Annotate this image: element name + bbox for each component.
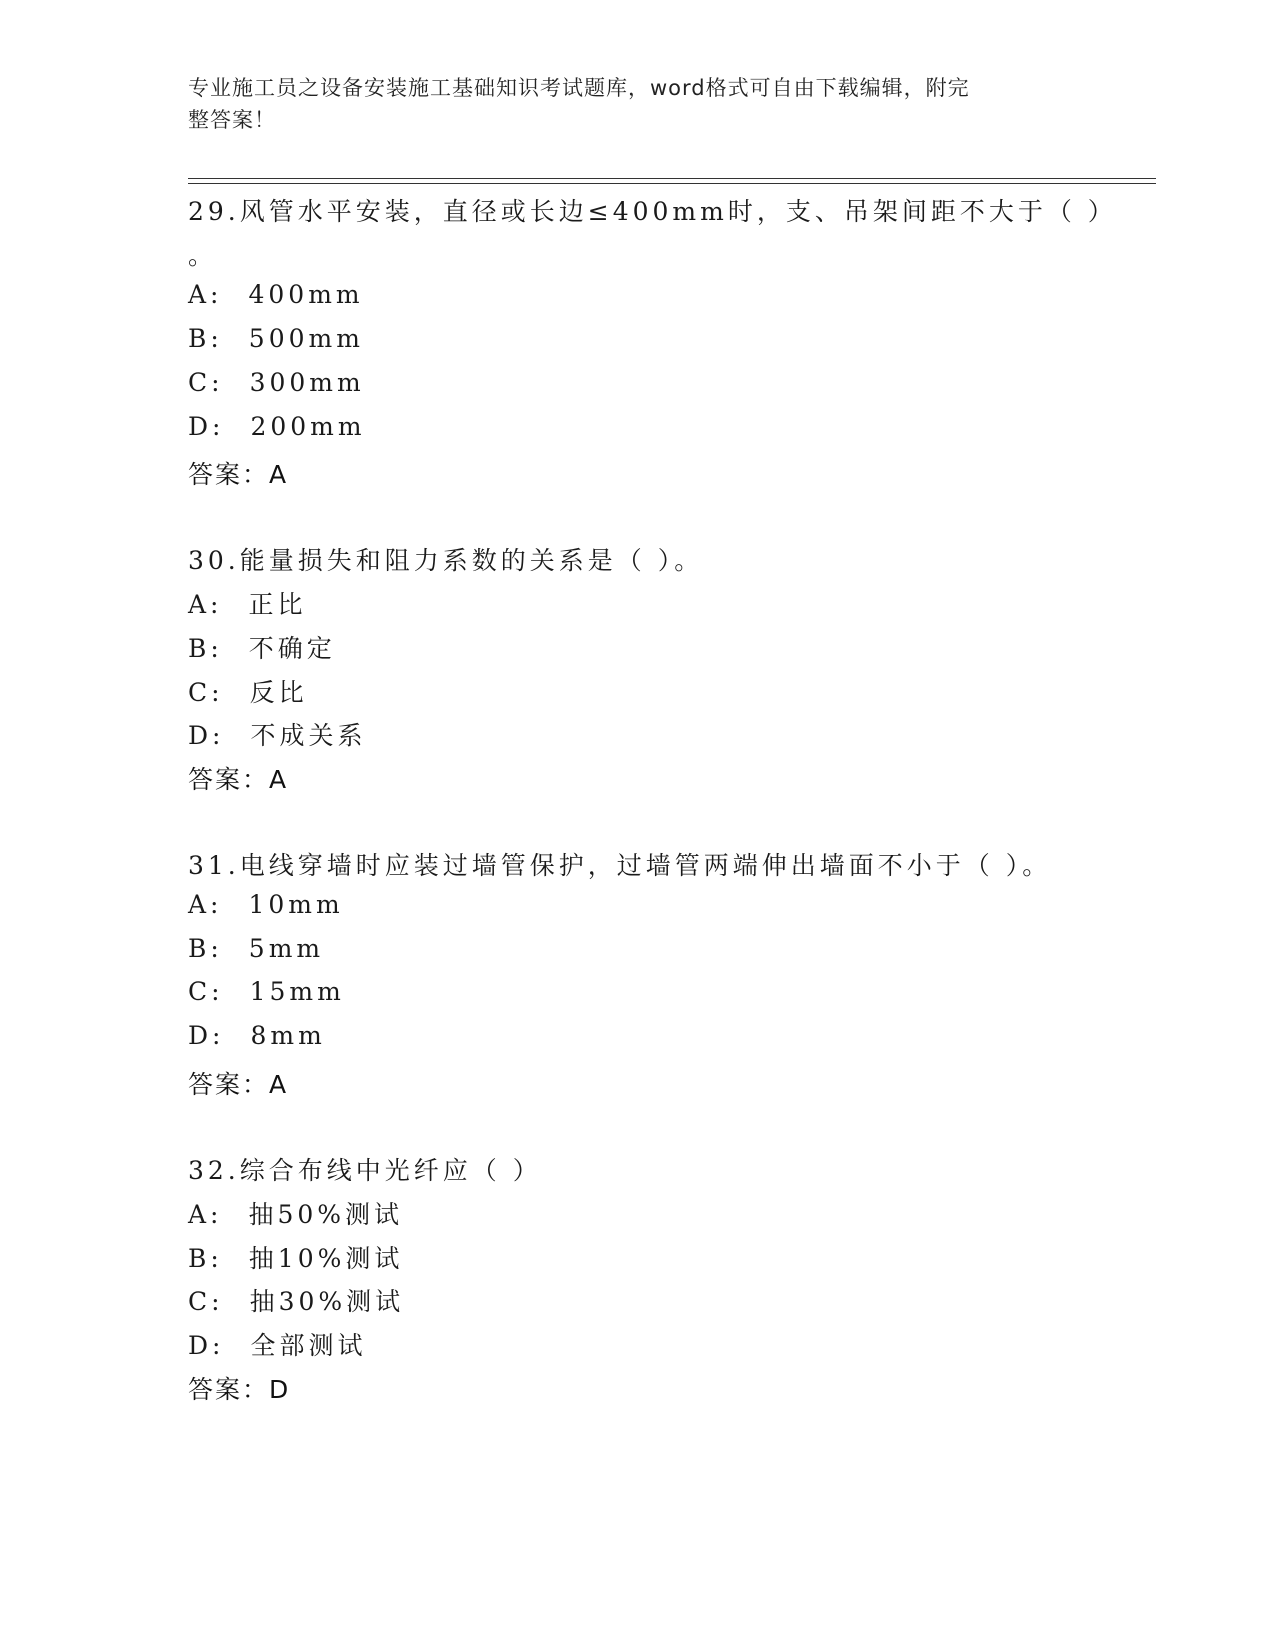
option-letter: A: bbox=[188, 280, 223, 309]
question-30-answer: 答案：A bbox=[188, 765, 289, 794]
option-letter: A: bbox=[188, 890, 223, 919]
option-text: 抽30%测试 bbox=[249, 1287, 405, 1316]
question-31-option-c bbox=[188, 977, 345, 1006]
option-letter: A: bbox=[188, 590, 223, 619]
option-letter: B: bbox=[188, 1244, 223, 1273]
header-line-2: 整答案！ bbox=[188, 108, 276, 132]
question-32-option-d bbox=[188, 1326, 366, 1362]
option-letter: D: bbox=[188, 412, 225, 441]
question-29-stem-continuation: 。 bbox=[188, 241, 218, 270]
header-line-1: 专业施工员之设备安装施工基础知识考试题库，word格式可自由下载编辑，附完 bbox=[188, 76, 970, 100]
option-letter: C: bbox=[188, 368, 224, 397]
question-32-option-c bbox=[188, 1282, 404, 1318]
option-text: 10mm bbox=[248, 890, 344, 919]
question-32-stem: 32.综合布线中光纤应（ ） bbox=[188, 1156, 542, 1185]
option-text: 500mm bbox=[248, 324, 364, 353]
option-letter: A: bbox=[188, 1200, 223, 1229]
option-text: 5mm bbox=[248, 934, 325, 963]
option-letter: B: bbox=[188, 324, 223, 353]
option-text: 正比 bbox=[248, 590, 307, 619]
option-text: 反比 bbox=[249, 678, 308, 707]
document-header bbox=[188, 72, 1088, 136]
question-31-answer: 答案：A bbox=[188, 1070, 289, 1099]
question-30-option-c bbox=[188, 673, 308, 709]
option-text: 不确定 bbox=[248, 634, 336, 663]
question-31-option-b bbox=[188, 934, 324, 963]
question-30-option-b bbox=[188, 629, 336, 665]
question-31-stem: 31.电线穿墙时应装过墙管保护，过墙管两端伸出墙面不小于（ ）。 bbox=[188, 851, 1052, 880]
option-text: 400mm bbox=[248, 280, 364, 309]
option-letter: D: bbox=[188, 1331, 225, 1360]
header-divider-top bbox=[188, 178, 1156, 179]
option-text: 8mm bbox=[250, 1021, 326, 1050]
option-letter: C: bbox=[188, 678, 224, 707]
option-letter: B: bbox=[188, 934, 223, 963]
question-29-option-d bbox=[188, 412, 366, 441]
option-text: 抽50%测试 bbox=[248, 1200, 404, 1229]
option-text: 抽10%测试 bbox=[248, 1244, 404, 1273]
option-text: 15mm bbox=[249, 977, 345, 1006]
question-32-option-b bbox=[188, 1239, 403, 1275]
option-text: 全部测试 bbox=[250, 1331, 367, 1360]
question-32-option-a bbox=[188, 1195, 403, 1231]
option-text: 不成关系 bbox=[250, 721, 367, 750]
question-32-answer: 答案：D bbox=[188, 1375, 291, 1404]
question-29-option-c bbox=[188, 368, 365, 397]
option-letter: C: bbox=[188, 977, 224, 1006]
question-29-stem: 29.风管水平安装，直径或长边≤400mm时，支、吊架间距不大于（ ） bbox=[188, 197, 1117, 226]
option-text: 300mm bbox=[249, 368, 365, 397]
option-letter: B: bbox=[188, 634, 223, 663]
question-31-option-a bbox=[188, 890, 344, 919]
option-letter: D: bbox=[188, 1021, 225, 1050]
question-30-option-d bbox=[188, 716, 366, 752]
option-letter: D: bbox=[188, 721, 225, 750]
header-divider-bottom bbox=[188, 183, 1156, 184]
question-30-stem: 30.能量损失和阻力系数的关系是（ ）。 bbox=[188, 546, 704, 575]
question-29-option-a bbox=[188, 280, 364, 309]
option-text: 200mm bbox=[250, 412, 366, 441]
question-29-option-b bbox=[188, 324, 364, 353]
question-29-answer: 答案：A bbox=[188, 460, 289, 489]
question-30-option-a bbox=[188, 585, 307, 621]
question-31-option-d bbox=[188, 1021, 326, 1050]
option-letter: C: bbox=[188, 1287, 224, 1316]
